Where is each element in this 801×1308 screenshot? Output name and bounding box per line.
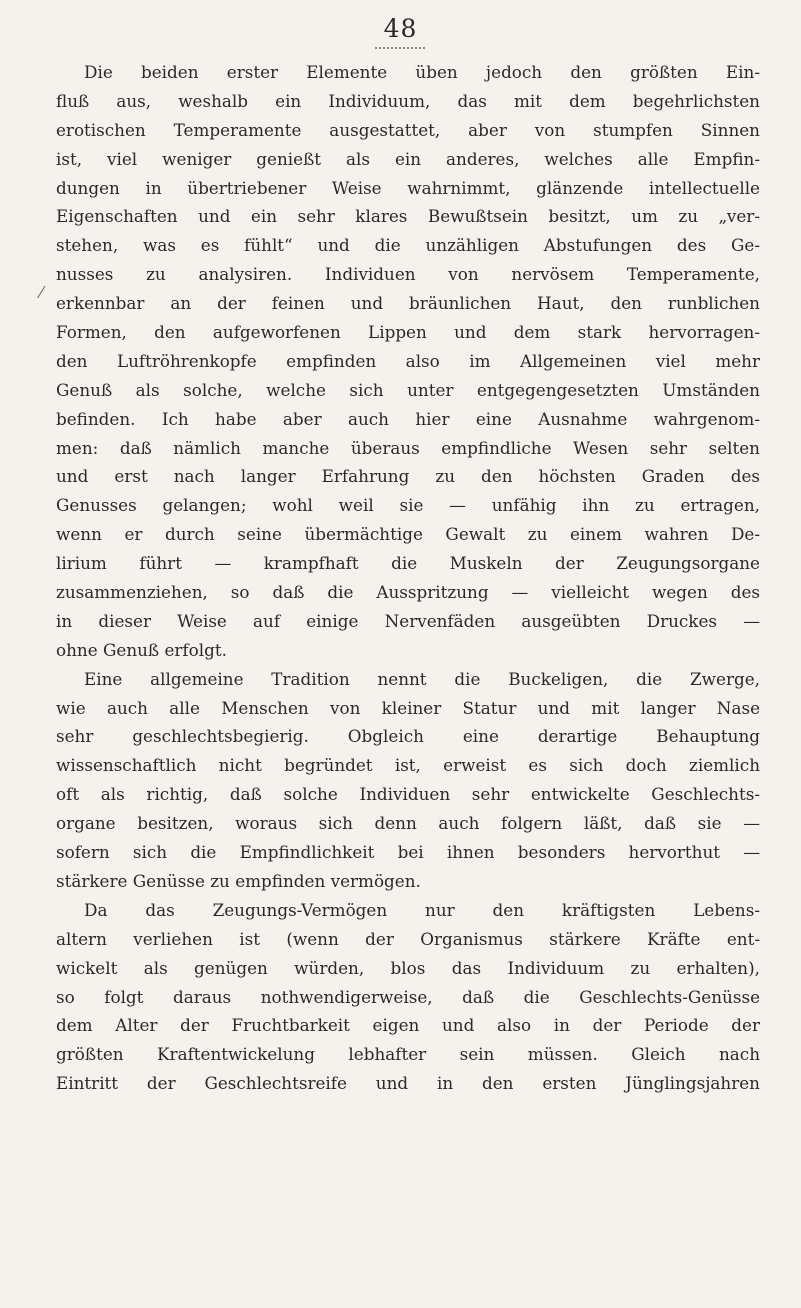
page-number-ornament	[375, 47, 425, 49]
text-line: nusses zu analysiren. Individuen von nervösem Temperamente,	[56, 264, 760, 285]
text-line: Die beiden erster Elemente üben jedoch den größten Ein-	[84, 62, 760, 82]
text-line: ist, viel weniger genießt als ein anderes, welches alle Empfin-	[56, 148, 760, 169]
text-line: erkennbar an der feinen und bräunlichen Haut, den runblichen	[56, 293, 760, 314]
text-line: stehen, was es fühlt“ und die unzähligen Abstufungen des Ge-	[56, 235, 760, 256]
text-line: Da das Zeugungs-Vermögen nur den kräftigsten Lebens-	[84, 899, 760, 920]
text-line: den Luftröhrenkopfe empfinden also im Allgemeinen viel mehr	[56, 350, 760, 371]
text-line: in dieser Weise auf einige Nervenfäden ausgeübten Druckes —	[56, 610, 760, 631]
text-line: befinden. Ich habe aber auch hier eine Ausnahme wahrgenom-	[56, 408, 760, 429]
text-line: Genusses gelangen; wohl weil sie — unfähig ihn zu ertragen,	[56, 495, 760, 516]
text-line: Eintritt der Geschlechtsreife und in den ersten Jünglingsjahren	[56, 1073, 760, 1094]
text-line: zusammenziehen, so daß die Ausspritzung — vielleicht wegen des	[56, 582, 760, 603]
text-line: dem Alter der Fruchtbarkeit eigen und also in der Periode der	[56, 1015, 760, 1036]
text-line: sehr geschlechtsbegierig. Obgleich eine derartige Behauptung	[56, 726, 760, 747]
text-line: dungen in übertriebener Weise wahrnimmt, glänzende intellectuelle	[56, 177, 760, 198]
text-line: oft als richtig, daß solche Individuen sehr entwickelte Geschlechts-	[56, 784, 760, 805]
paragraph	[56, 896, 760, 1098]
text-line: Genuß als solche, welche sich unter entgegengesetzten Umständen	[56, 379, 760, 400]
text-line: wie auch alle Menschen von kleiner Statur und mit langer Nase	[56, 697, 760, 718]
paragraph	[56, 665, 760, 896]
text-line: sofern sich die Empfindlichkeit bei ihnen besonders hervorthut —	[56, 842, 760, 863]
text-line: fluß aus, weshalb ein Individuum, das mit dem begehrlichsten	[56, 90, 760, 111]
text-line: erotischen Temperamente ausgestattet, aber von stumpfen Sinnen	[56, 119, 760, 140]
text-line: wissenschaftlich nicht begründet ist, erweist es sich doch ziemlich	[56, 755, 760, 776]
text-line: wenn er durch seine übermächtige Gewalt zu einem wahren De-	[56, 524, 760, 545]
paragraph	[56, 58, 760, 665]
text-line: und erst nach langer Erfahrung zu den höchsten Graden des	[56, 466, 760, 487]
body-text	[56, 58, 760, 1098]
text-line: men: daß nämlich manche überaus empfindliche Wesen sehr selten	[56, 437, 760, 458]
margin-mark: ⁄	[40, 283, 43, 302]
text-line: organe besitzen, woraus sich denn auch folgern läßt, daß sie —	[56, 813, 760, 834]
text-line: wickelt als genügen würden, blos das Individuum zu erhalten),	[56, 957, 760, 978]
text-line: so folgt daraus nothwendigerweise, daß die Geschlechts-Genüsse	[56, 986, 760, 1007]
text-line: ohne Genuß erfolgt.	[56, 639, 227, 660]
text-line: Eine allgemeine Tradition nennt die Buckeligen, die Zwerge,	[84, 668, 760, 689]
page-number: 48	[383, 14, 418, 43]
text-line: stärkere Genüsse zu empfinden vermögen.	[56, 870, 421, 891]
text-line: größten Kraftentwickelung lebhafter sein müssen. Gleich nach	[56, 1044, 760, 1065]
text-line: Formen, den aufgeworfenen Lippen und dem stark hervorragen-	[56, 322, 760, 343]
text-line: Eigenschaften und ein sehr klares Bewußtsein besitzt, um zu „ver-	[56, 206, 760, 227]
text-line: lirium führt — krampfhaft die Muskeln der Zeugungsorgane	[56, 553, 760, 574]
text-line: altern verliehen ist (wenn der Organismus stärkere Kräfte ent-	[56, 928, 760, 949]
